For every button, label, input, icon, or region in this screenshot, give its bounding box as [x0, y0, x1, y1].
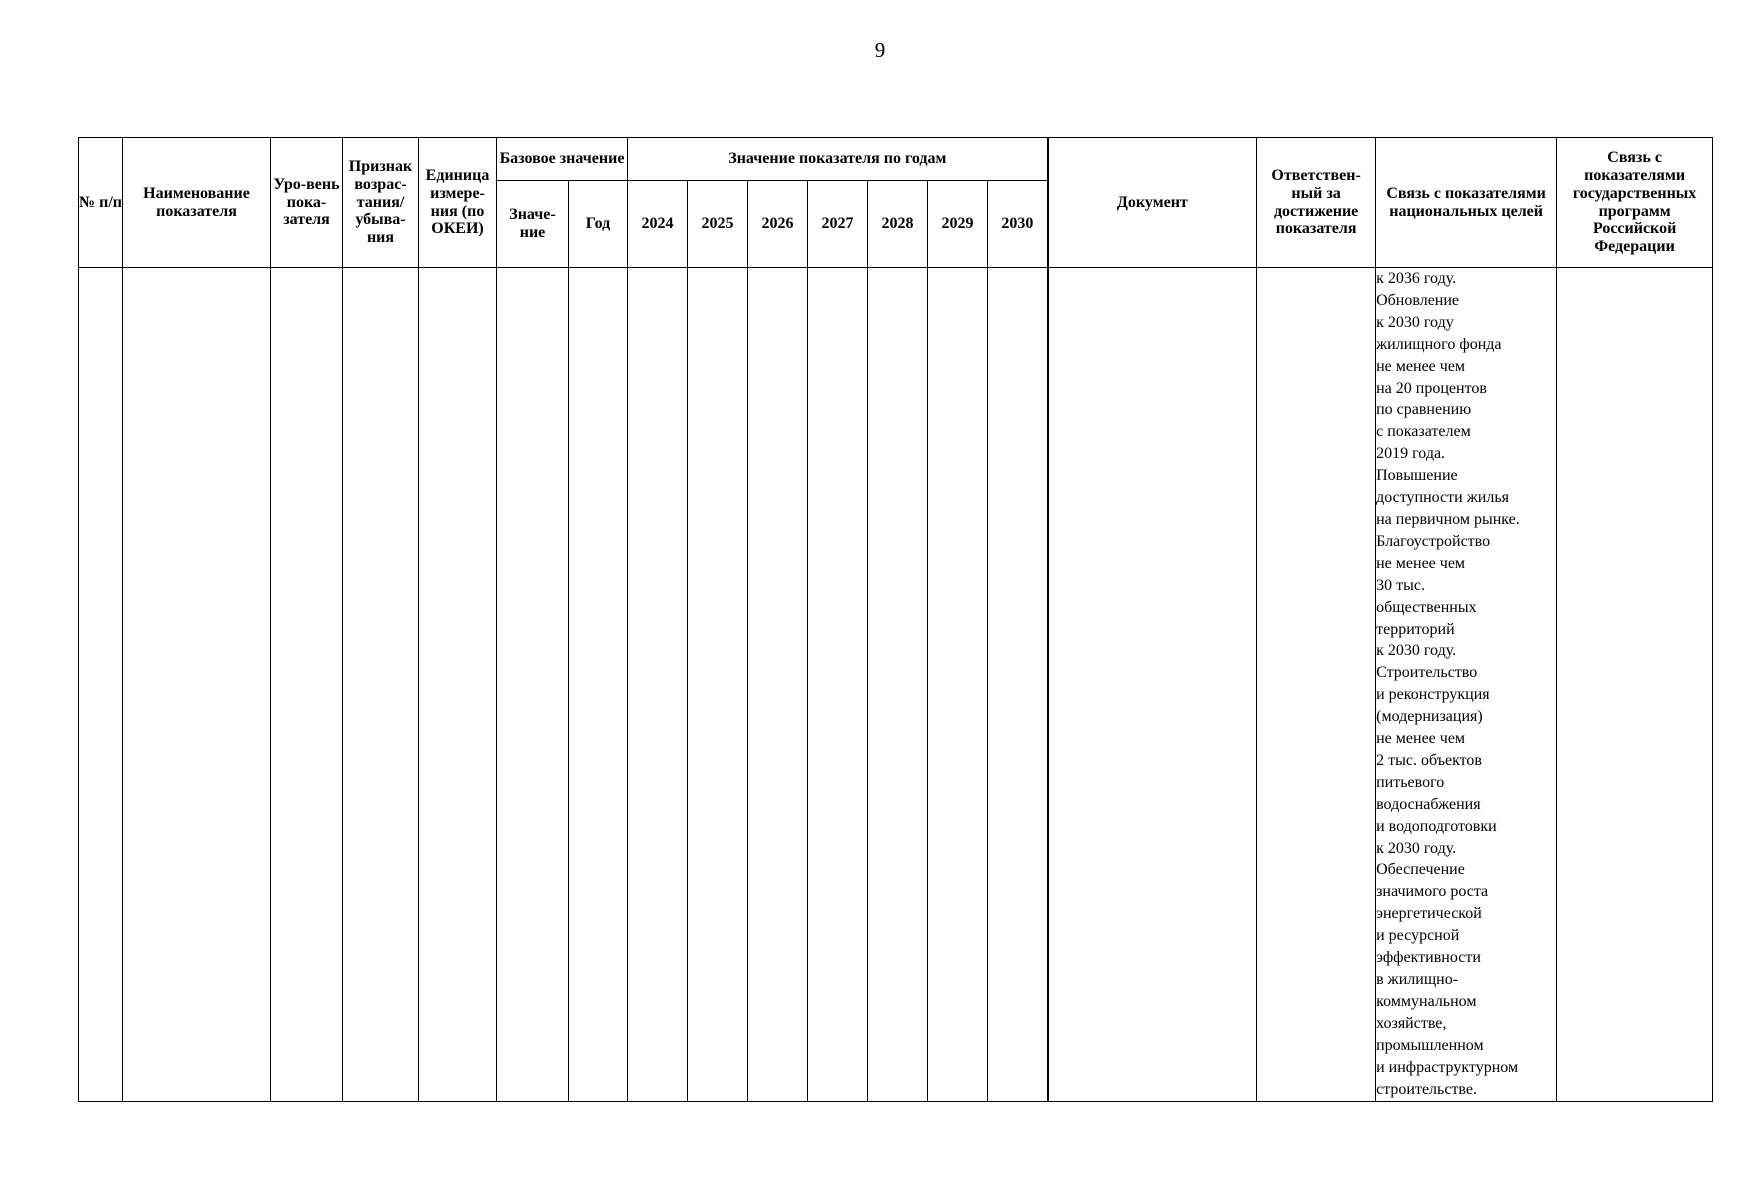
cell-year-2028 [868, 268, 928, 1102]
national-goals-line: на первичном рынке. [1376, 510, 1520, 528]
header-state-programs: Связь с показателями государственных программ Российской Федерации [1557, 138, 1713, 268]
national-goals-line: хозяйстве, [1376, 1014, 1447, 1032]
header-year-2025: 2025 [688, 181, 748, 268]
national-goals-line: 30 тыс. [1376, 576, 1425, 594]
national-goals-line: строительстве. [1376, 1080, 1477, 1098]
header-unit: Единица измере-ния (по ОКЕИ) [419, 138, 497, 268]
national-goals-line: доступности жилья [1376, 489, 1509, 507]
header-years-group: Значение показателя по годам [628, 138, 1048, 181]
national-goals-line: и ресурсной [1376, 927, 1460, 945]
national-goals-line: не менее чем [1376, 730, 1466, 748]
cell-indicator-level [271, 268, 343, 1102]
national-goals-line: к 2036 году. [1376, 270, 1457, 287]
national-goals-line: эффективности [1376, 949, 1481, 967]
national-goals-line: Повышение [1376, 467, 1458, 485]
national-goals-line: (модернизация) [1376, 708, 1483, 726]
national-goals-line: Обеспечение [1376, 861, 1465, 879]
cell-year-2029 [928, 268, 988, 1102]
national-goals-line: водоснабжения [1376, 795, 1481, 813]
cell-growth-sign [343, 268, 419, 1102]
header-base-year: Год [569, 181, 628, 268]
national-goals-line: не менее чем [1376, 554, 1466, 572]
cell-state-programs [1557, 268, 1713, 1102]
national-goals-line: по сравнению [1376, 401, 1472, 419]
national-goals-line: значимого роста [1376, 883, 1489, 901]
header-year-2028: 2028 [868, 181, 928, 268]
cell-num [79, 268, 123, 1102]
cell-year-2026 [748, 268, 808, 1102]
header-year-2026: 2026 [748, 181, 808, 268]
header-base-group: Базовое значение [497, 138, 628, 181]
national-goals-line: энергетической [1376, 905, 1482, 923]
header-indicator-level: Уро-вень пока-зателя [271, 138, 343, 268]
national-goals-line: к 2030 году. [1376, 642, 1457, 660]
header-growth-sign: Признак возрас-тания/ убыва-ния [343, 138, 419, 268]
national-goals-line: 2019 года. [1376, 445, 1446, 463]
national-goals-line: и инфраструктурном [1376, 1058, 1519, 1076]
page-number: 9 [874, 38, 886, 62]
header-national-goals: Связь с показателями национальных целей [1376, 138, 1557, 268]
national-goals-line: и водоподготовки [1376, 817, 1497, 835]
cell-base-year [569, 268, 628, 1102]
cell-indicator-name [123, 268, 271, 1102]
header-document: Документ [1048, 138, 1257, 268]
cell-year-2025 [688, 268, 748, 1102]
national-goals-line: Обновление [1376, 291, 1460, 309]
national-goals-line: не менее чем [1376, 357, 1466, 375]
header-year-2029: 2029 [928, 181, 988, 268]
national-goals-line: Строительство [1376, 664, 1478, 682]
header-year-2030: 2030 [988, 181, 1048, 268]
cell-year-2027 [808, 268, 868, 1102]
cell-unit [419, 268, 497, 1102]
header-num: № п/п [79, 138, 123, 268]
header-base-value: Значе-ние [497, 181, 569, 268]
national-goals-line: на 20 процентов [1376, 379, 1487, 397]
national-goals-line: питьевого [1376, 773, 1445, 791]
national-goals-line: общественных [1376, 598, 1477, 616]
header-year-2027: 2027 [808, 181, 868, 268]
cell-document [1048, 268, 1257, 1102]
national-goals-line: промышленном [1376, 1036, 1484, 1054]
cell-year-2024 [628, 268, 688, 1102]
cell-year-2030 [988, 268, 1048, 1102]
indicators-table [78, 137, 1713, 1102]
national-goals-line: коммунальном [1376, 992, 1477, 1010]
national-goals-line: с показателем [1376, 423, 1471, 441]
national-goals-line: территорий [1376, 620, 1455, 638]
national-goals-line: 2 тыс. объектов [1376, 751, 1482, 769]
header-year-2024: 2024 [628, 181, 688, 268]
table-row [79, 268, 1713, 1102]
header-responsible: Ответствен-ный за достижение показателя [1257, 138, 1376, 268]
header-indicator-name: Наименование показателя [123, 138, 271, 268]
national-goals-line: в жилищно- [1376, 971, 1459, 988]
national-goals-line: к 2030 году [1376, 313, 1454, 331]
national-goals-line: Благоустройство [1376, 532, 1491, 550]
national-goals-line: к 2030 году. [1376, 839, 1457, 857]
cell-national-goals [1376, 268, 1557, 1102]
national-goals-line: и реконструкция [1376, 686, 1490, 704]
cell-responsible [1257, 268, 1376, 1102]
cell-base-value [497, 268, 569, 1102]
national-goals-line: жилищного фонда [1376, 335, 1502, 353]
